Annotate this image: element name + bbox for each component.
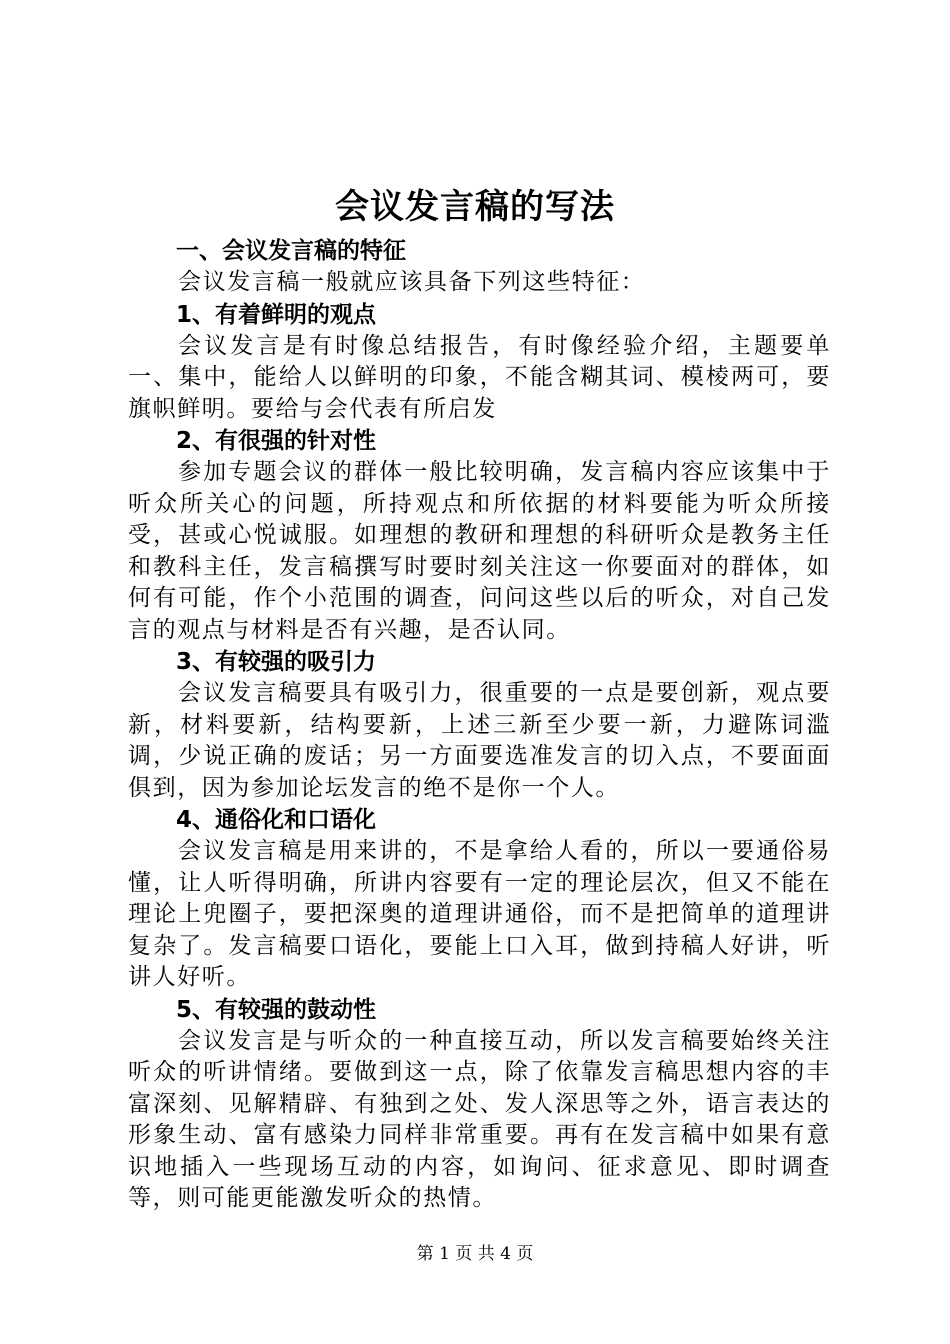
section-paragraph: 会议发言是与听众的一种直接互动，所以发言稿要始终关注听众的听讲情绪。要做到这一点，除了依靠发言稿思想内容的丰富深刻、见解精辟、有独到之处、发人深思等之外，语言表达的形象生动、富有感染力同样非常重要。再有在发言稿中如果有意识地插入一些现场互动的内容，如询问、征求意见、即时调查等，则可能更能激发听众的热情。 [128,1027,831,1211]
section-targeted [128,425,831,646]
document-title: 会议发言稿的写法 [335,187,615,227]
section-heading: 2、有很强的针对性 [176,428,377,454]
section-clear-viewpoint [128,299,831,426]
section-paragraph: 会议发言稿一般就应该具备下列这些特征： [178,269,646,295]
section-paragraph: 会议发言是有时像总结报告，有时像经验介绍，主题要单一、集中，能给人以鲜明的印象，不能含糊其词、模棱两可，要旗帜鲜明。要给与会代表有所启发 [128,332,831,422]
section-heading: 5、有较强的鼓动性 [176,996,377,1023]
section-colloquial [128,804,831,994]
page-number-footer: 第 1 页 共 4 页 [416,1244,534,1264]
section-attractive [128,646,831,804]
document-body [128,235,831,1215]
section-features [128,235,831,299]
section-heading: 3、有较强的吸引力 [176,649,377,675]
section-heading: 一、会议发言稿的特征 [176,238,406,264]
section-heading: 4、通俗化和口语化 [176,807,377,833]
section-paragraph: 会议发言稿要具有吸引力，很重要的一点是要创新，观点要新，材料要新，结构要新，上述三新至少要一新，力避陈词滥调，少说正确的废话；另一方面要选准发言的切入点，不要面面俱到，因为参加论坛发言的绝不是你一个人。 [128,680,831,801]
section-paragraph: 参加专题会议的群体一般比较明确，发言稿内容应该集中于听众所关心的问题，所持观点和所依据的材料要能为听众所接受，甚或心悦诚服。如理想的教研和理想的科研听众是教务主任和教科主任，发言稿撰写时要时刻关注这一你要面对的群体，如何有可能，作个小范围的调查，问问这些以后的听众，对自己发言的观点与材料是否有兴趣，是否认同。 [128,459,831,643]
section-inspiring [128,994,831,1215]
section-paragraph: 会议发言稿是用来讲的，不是拿给人看的，所以一要通俗易懂，让人听得明确，所讲内容要有一定的理论层次，但又不能在理论上兜圈子，要把深奥的道理讲通俗，而不是把简单的道理讲复杂了。发言稿要口语化，要能上口入耳，做到持稿人好讲，听讲人好听。 [128,838,831,990]
section-heading: 1、有着鲜明的观点 [176,301,377,328]
